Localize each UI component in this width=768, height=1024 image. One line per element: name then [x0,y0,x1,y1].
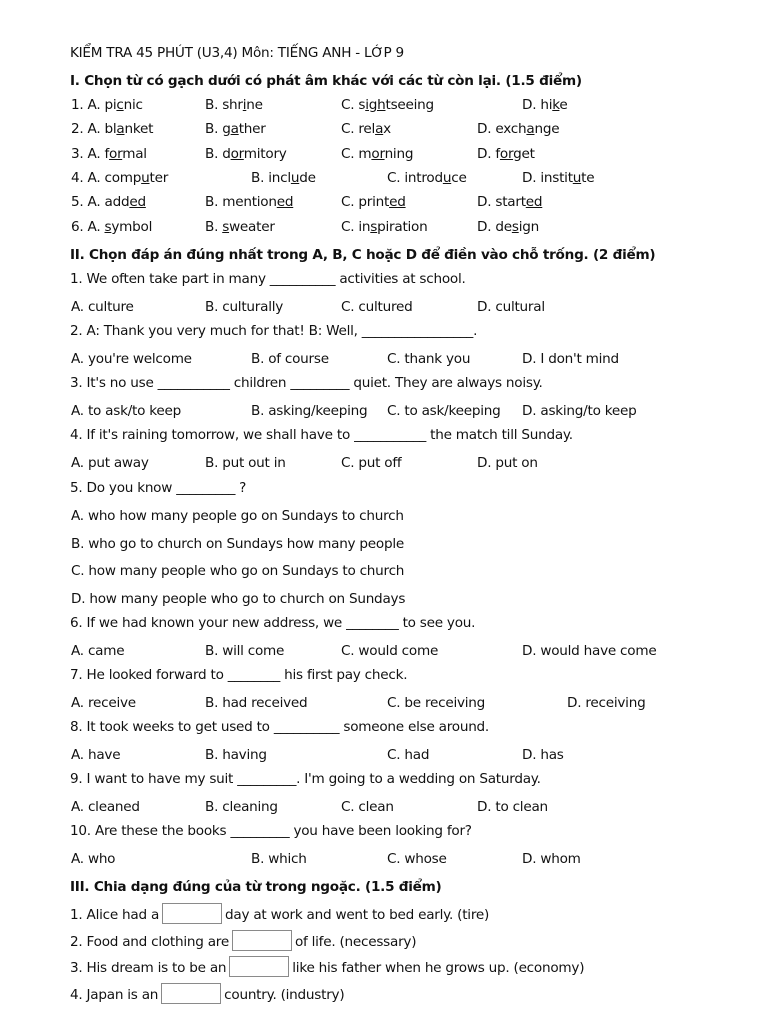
underlined-sound: a [116,121,125,137]
option-a [71,191,146,213]
option-text: D. hi [522,97,553,113]
option-text: 3. A. f [71,146,110,162]
option-c [341,191,406,213]
question-9 [0,768,768,790]
word-form-text-before: 3. His dream is to be an [70,960,227,976]
option-text: te [581,170,595,186]
option-text: get [513,146,535,162]
underlined-sound: i [242,97,247,113]
option-b [205,94,263,116]
option-d: D. put on [477,455,538,471]
option-text: C. s [341,97,366,113]
question-3-options [0,400,768,422]
option-text: C. print [341,194,390,210]
underlined-sound: or [371,146,385,162]
question-2 [0,320,768,342]
option-c [341,216,428,238]
answer-box[interactable] [232,930,292,951]
option-text: C. rel [341,121,376,137]
option-c [387,167,467,189]
option-a: A. came [71,643,125,659]
option-text: ne [246,97,263,113]
option-a [71,216,152,238]
option-a [71,143,147,165]
option-d: D. whom [522,851,581,867]
option-b: B. asking/keeping [251,403,368,419]
underlined-sound: ed [389,194,406,210]
option-a: A. culture [71,299,134,315]
option-b [251,167,316,189]
option-c: C. had [387,747,430,763]
option-text: x [383,121,391,137]
question-5 [0,477,768,499]
option-text: B. [205,219,223,235]
question-7-options [0,692,768,714]
exam-title: KIỂM TRA 45 PHÚT (U3,4) Môn: TIẾNG ANH - LỚP 9 [70,45,404,61]
option-b: B. culturally [205,299,284,315]
option-text: B. mention [205,194,277,210]
question-1 [0,268,768,290]
option-c: C. would come [341,643,439,659]
option-text: ce [451,170,467,186]
option-c: C. cultured [341,299,413,315]
pronunciation-question-5 [0,191,768,213]
answer-box[interactable] [162,903,222,924]
option-text: mal [122,146,147,162]
underlined-sound: a [526,121,535,137]
question-7 [0,664,768,686]
underlined-sound: u [290,170,300,186]
option-text: D. de [477,219,512,235]
question-5-option-a [0,505,768,527]
option-a: A. receive [71,695,136,711]
section-2-heading: II. Chọn đáp án đúng nhất trong A, B, C hoặc D để điền vào chỗ trống. (2 điểm) [70,247,656,263]
option-c [341,118,391,140]
option-d [477,191,542,213]
question-2-options [0,348,768,370]
option-text: C. m [341,146,372,162]
answer-box[interactable] [229,956,289,977]
underlined-sound: or [109,146,123,162]
underlined-sound: k [552,97,560,113]
option-text: 1. A. pi [71,97,117,113]
question-10-options [0,848,768,870]
option-d: D. has [522,747,564,763]
option-text: nic [123,97,143,113]
underlined-sound: ed [129,194,146,210]
question-6 [0,612,768,634]
option-c: C. whose [387,851,447,867]
option-d: D. to clean [477,799,548,815]
option-b [205,216,275,238]
word-form-text-after: like his father when he grows up. (economy) [292,960,585,976]
option-b: B. who go to church on Sundays how many people [71,536,405,552]
section-1-heading: I. Chọn từ có gạch dưới có phát âm khác với các từ còn lại. (1.5 điểm) [70,73,582,89]
option-a [71,94,143,116]
option-c [341,143,413,165]
option-b: B. cleaning [205,799,278,815]
question-8 [0,716,768,738]
option-b: B. having [205,747,267,763]
option-text: 4. A. comp [71,170,142,186]
option-d: D. asking/to keep [522,403,637,419]
question-1-options [0,296,768,318]
question-3 [0,372,768,394]
underlined-sound: s [104,219,112,235]
underlined-sound: a [230,121,239,137]
option-c [341,94,434,116]
pronunciation-question-3 [0,143,768,165]
underlined-sound: u [442,170,452,186]
underlined-sound: ed [525,194,543,210]
section-2-heading-row [0,244,768,266]
option-d: D. would have come [522,643,657,659]
pronunciation-question-1 [0,94,768,116]
word-form-text-after: day at work and went to bed early. (tire) [225,907,490,923]
option-a: A. to ask/to keep [71,403,181,419]
underlined-sound: or [499,146,514,162]
option-text: mitory [243,146,287,162]
question-10 [0,820,768,842]
option-d [477,118,559,140]
question-10-text: 10. Are these the books _________ you have been looking for? [70,823,472,839]
underlined-sound: c [116,97,124,113]
option-b: B. will come [205,643,285,659]
option-text: C. in [341,219,371,235]
option-text: 5. A. add [71,194,130,210]
question-4 [0,424,768,446]
option-c: C. to ask/keeping [387,403,501,419]
option-text: B. incl [251,170,291,186]
pronunciation-question-4 [0,167,768,189]
option-text: B. d [205,146,231,162]
option-text: ther [238,121,266,137]
question-1-text: 1. We often take part in many __________ activities at school. [70,271,466,287]
question-6-text: 6. If we had known your new address, we ________ to see you. [70,615,476,631]
option-d: D. cultural [477,299,545,315]
word-form-item [0,956,768,978]
question-5-option-d [0,588,768,610]
option-a: A. cleaned [71,799,140,815]
section-3-heading-row [0,876,768,898]
section-1-heading-row [0,70,768,92]
word-form-text-before: 1. Alice had a [70,907,160,923]
option-d [477,143,535,165]
option-d: D. how many people who go to church on Sundays [71,591,406,607]
question-4-text: 4. If it's raining tomorrow, we shall have to ___________ the match till Sunday. [70,427,573,443]
option-a: A. put away [71,455,149,471]
option-b [205,191,293,213]
answer-box[interactable] [161,983,221,1004]
option-b [205,118,266,140]
option-text: D. f [477,146,500,162]
option-text: D. exch [477,121,527,137]
option-text: C. introd [387,170,443,186]
pronunciation-question-6 [0,216,768,238]
option-text: nge [534,121,560,137]
underlined-sound: u [572,170,582,186]
option-d [477,216,539,238]
question-5-option-c [0,560,768,582]
option-c: C. put off [341,455,402,471]
section-3-heading: III. Chia dạng đúng của từ trong ngoặc. (1.5 điểm) [70,879,442,895]
option-b: B. which [251,851,307,867]
exam-title-row [0,42,768,64]
underlined-sound: a [375,121,384,137]
question-2-text: 2. A: Thank you very much for that! B: Well, _________________. [70,323,478,339]
option-text: weater [229,219,275,235]
word-form-item [0,903,768,925]
word-form-text-after: of life. (necessary) [294,934,417,950]
option-text: nket [124,121,154,137]
option-text: B. g [205,121,231,137]
option-d: D. I don't mind [522,351,619,367]
underlined-sound: s [370,219,378,235]
underlined-sound: u [141,170,150,186]
word-form-text-after: country. (industry) [224,987,345,1003]
option-text: e [559,97,568,113]
option-a: A. who [71,851,116,867]
option-text: B. shr [205,97,243,113]
option-d: D. receiving [567,695,646,711]
option-text: D. instit [522,170,573,186]
option-text: 6. A. [71,219,105,235]
option-c: C. thank you [387,351,471,367]
option-text: ymbol [111,219,153,235]
word-form-item [0,983,768,1005]
word-form-item [0,930,768,952]
option-a: A. you're welcome [71,351,192,367]
option-b: B. put out in [205,455,286,471]
question-8-text: 8. It took weeks to get used to __________ someone else around. [70,719,490,735]
option-a: A. have [71,747,121,763]
option-text: de [299,170,316,186]
option-text: piration [377,219,428,235]
question-9-text: 9. I want to have my suit _________. I'm going to a wedding on Saturday. [70,771,541,787]
pronunciation-question-2 [0,118,768,140]
option-a [71,118,153,140]
question-5-text: 5. Do you know _________ ? [70,480,247,496]
option-c: C. be receiving [387,695,486,711]
question-8-options [0,744,768,766]
option-text: D. start [477,194,526,210]
option-c: C. how many people who go on Sundays to church [71,563,405,579]
option-b: B. of course [251,351,329,367]
option-b: B. had received [205,695,308,711]
underlined-sound: igh [365,97,386,113]
question-9-options [0,796,768,818]
option-text: ign [518,219,539,235]
word-form-text-before: 2. Food and clothing are [70,934,229,950]
question-5-option-b [0,533,768,555]
option-text: tseeing [385,97,434,113]
option-d [522,94,568,116]
option-a: A. who how many people go on Sundays to church [71,508,404,524]
option-c: C. clean [341,799,394,815]
underlined-sound: or [230,146,244,162]
underlined-sound: s [222,219,230,235]
word-form-text-before: 4. Japan is an [70,987,159,1003]
underlined-sound: s [511,219,519,235]
option-text: ter [149,170,169,186]
option-text: 2. A. bl [71,121,117,137]
question-3-text: 3. It's no use ___________ children _________ quiet. They are always noisy. [70,375,543,391]
option-b [205,143,287,165]
option-a [71,167,168,189]
option-d [522,167,594,189]
question-4-options [0,452,768,474]
question-6-options [0,640,768,662]
underlined-sound: ed [276,194,294,210]
option-text: ning [384,146,414,162]
question-7-text: 7. He looked forward to ________ his first pay check. [70,667,408,683]
